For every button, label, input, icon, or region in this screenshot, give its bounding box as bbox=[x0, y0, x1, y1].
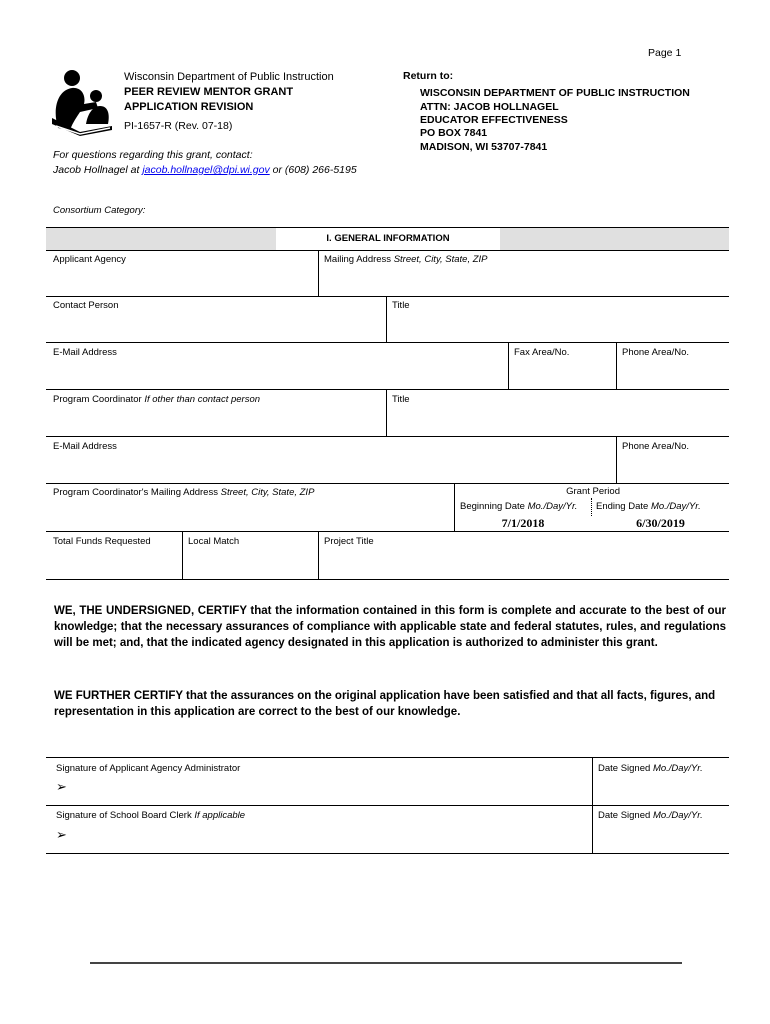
rule bbox=[46, 853, 729, 854]
coordinator-email-label: E-Mail Address bbox=[53, 441, 117, 452]
return-address-line3: EDUCATOR EFFECTIVENESS bbox=[420, 114, 568, 126]
further-certification-paragraph: WE FURTHER CERTIFY that the assurances on the original application have been satisfied and that all facts, figures, and representation in this application are correct to the best of our knowledge. bbox=[54, 690, 716, 718]
ending-date-label bbox=[596, 501, 701, 512]
contact-phone: or (608) 266-5195 bbox=[269, 164, 357, 176]
local-match-label: Local Match bbox=[188, 536, 240, 547]
clerk-date-hint: Mo./Day/Yr. bbox=[652, 810, 703, 821]
coordinator-mailing-field[interactable] bbox=[46, 483, 454, 531]
page-number: Page 1 bbox=[648, 47, 682, 59]
coordinator-mailing-hint: Street, City, State, ZIP bbox=[220, 487, 315, 498]
mailing-address-field[interactable] bbox=[319, 250, 729, 296]
footer-divider bbox=[90, 962, 682, 964]
clerk-date-field[interactable] bbox=[593, 806, 729, 853]
ending-date-hint: Mo./Day/Yr. bbox=[650, 501, 701, 512]
admin-signature-label: Signature of Applicant Agency Administrator bbox=[56, 763, 241, 774]
form-title-line1: PEER REVIEW MENTOR GRANT bbox=[124, 86, 294, 98]
admin-signature-arrow-icon: ➢ bbox=[56, 780, 67, 795]
fax-field[interactable] bbox=[509, 342, 616, 389]
form-title-line2: APPLICATION REVISION bbox=[124, 101, 254, 113]
certification-paragraph: WE, THE UNDERSIGNED, CERTIFY that the information contained in this form is complete and accurate to the best of our knowledge; that the necessary assurances of compliance with applicable state and federal statutes, rules, and regulations will be met; and, that the indicated agency designated in this application is authorized to administer this grant. bbox=[54, 605, 726, 649]
email-label: E-Mail Address bbox=[53, 347, 117, 358]
email-field[interactable] bbox=[46, 342, 508, 389]
return-address-line2: ATTN: JACOB HOLLNAGEL bbox=[420, 101, 559, 113]
beginning-date-value[interactable]: 7/1/2018 bbox=[501, 516, 545, 530]
title-label: Title bbox=[392, 300, 410, 311]
project-title-label: Project Title bbox=[324, 536, 374, 547]
applicant-agency-field[interactable] bbox=[46, 250, 318, 296]
total-funds-field[interactable] bbox=[46, 531, 182, 579]
contact-person-label: Contact Person bbox=[53, 300, 119, 311]
contact-name: Jacob Hollnagel at bbox=[53, 164, 143, 176]
consortium-category-label: Consortium Category: bbox=[53, 205, 146, 216]
admin-date-hint: Mo./Day/Yr. bbox=[652, 763, 703, 774]
coordinator-email-field[interactable] bbox=[46, 436, 616, 483]
rule bbox=[46, 227, 729, 228]
admin-signature-field[interactable] bbox=[46, 758, 592, 805]
fax-label: Fax Area/No. bbox=[514, 347, 570, 358]
coordinator-phone-label: Phone Area/No. bbox=[622, 441, 690, 452]
contact-intro: For questions regarding this grant, contact: bbox=[53, 149, 253, 161]
title-field[interactable] bbox=[387, 296, 729, 342]
beginning-date-hint: Mo./Day/Yr. bbox=[527, 501, 578, 512]
local-match-field[interactable] bbox=[183, 531, 318, 579]
section-title: I. GENERAL INFORMATION bbox=[326, 233, 450, 244]
beginning-date-text: Beginning Date bbox=[460, 501, 528, 512]
admin-date-field[interactable] bbox=[593, 758, 729, 805]
dpi-logo-icon bbox=[50, 68, 118, 136]
phone-label: Phone Area/No. bbox=[622, 347, 690, 358]
mailing-address-hint: Street, City, State, ZIP bbox=[393, 254, 488, 265]
clerk-signature-field[interactable] bbox=[46, 806, 592, 853]
program-coordinator-text: Program Coordinator bbox=[53, 394, 145, 405]
coordinator-title-field[interactable] bbox=[387, 389, 729, 436]
clerk-signature-arrow-icon: ➢ bbox=[56, 828, 67, 843]
date-divider bbox=[591, 498, 592, 516]
total-funds-label: Total Funds Requested bbox=[53, 536, 151, 547]
coordinator-title-label: Title bbox=[392, 394, 410, 405]
return-address-line5: MADISON, WI 53707-7841 bbox=[420, 141, 548, 153]
clerk-signature-text: Signature of School Board Clerk bbox=[56, 810, 195, 821]
contact-line bbox=[53, 164, 357, 176]
ending-date-text: Ending Date bbox=[596, 501, 651, 512]
beginning-date-label bbox=[460, 501, 577, 512]
program-coordinator-field[interactable] bbox=[46, 389, 386, 436]
applicant-agency-label: Applicant Agency bbox=[53, 254, 126, 265]
admin-date-text: Date Signed bbox=[598, 763, 653, 774]
grant-period-label: Grant Period bbox=[566, 486, 620, 497]
coordinator-phone-field[interactable] bbox=[617, 436, 729, 483]
return-to-label: Return to: bbox=[403, 70, 454, 82]
project-title-field[interactable] bbox=[319, 531, 729, 579]
mailing-address-text: Mailing Address bbox=[324, 254, 394, 265]
rule bbox=[46, 579, 729, 580]
clerk-date-text: Date Signed bbox=[598, 810, 653, 821]
dpi-logo bbox=[50, 68, 118, 136]
clerk-signature-hint: If applicable bbox=[194, 810, 246, 821]
program-coordinator-hint: If other than contact person bbox=[144, 394, 261, 405]
return-address-line4: PO BOX 7841 bbox=[420, 127, 488, 139]
contact-person-field[interactable] bbox=[46, 296, 386, 342]
form-number: PI-1657-R (Rev. 07-18) bbox=[124, 120, 233, 132]
ending-date-value[interactable]: 6/30/2019 bbox=[636, 516, 685, 530]
return-address-line1: WISCONSIN DEPARTMENT OF PUBLIC INSTRUCTION bbox=[420, 87, 690, 99]
department-name: Wisconsin Department of Public Instruction bbox=[124, 71, 334, 83]
contact-email-link[interactable]: jacob.hollnagel@dpi.wi.gov bbox=[142, 164, 270, 176]
phone-field[interactable] bbox=[617, 342, 729, 389]
coordinator-mailing-text: Program Coordinator's Mailing Address bbox=[53, 487, 221, 498]
